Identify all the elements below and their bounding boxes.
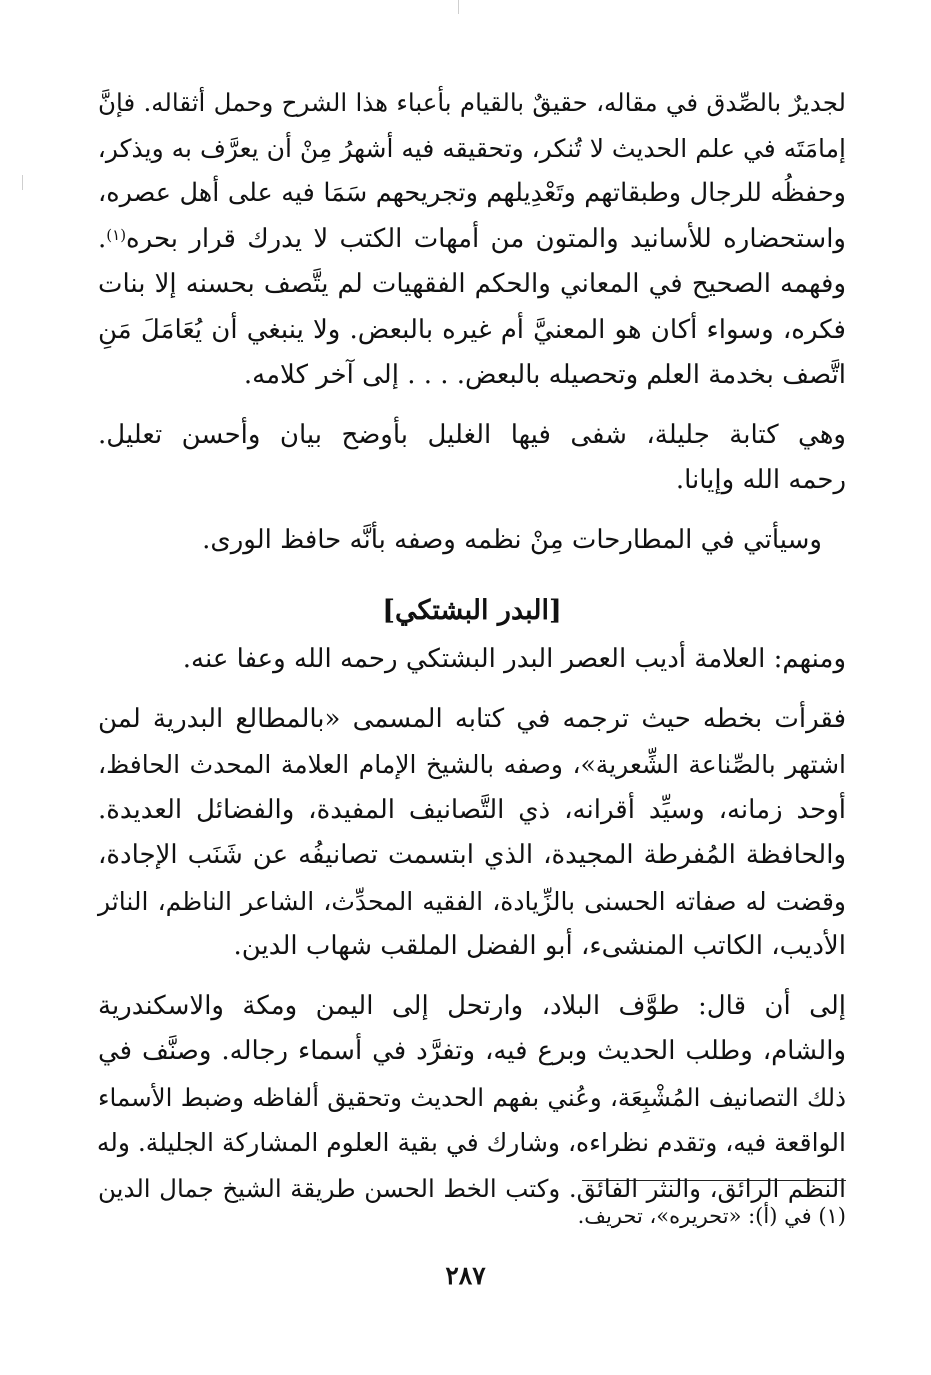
text-line: ومنهم: العلامة أديب العصر البدر البشتكي رحمه الله وعفا عنه.	[182, 644, 846, 674]
text-line: فكره، وسواء أكان هو المعنيَّ أم غيره بالبعض. ولا ينبغي أن يُعَامَلَ مَنِ	[98, 314, 846, 345]
text-line: والشام، وطلب الحديث وبرع فيه، وتفرَّد في أسماء رجاله. وصنَّف في	[98, 1036, 846, 1066]
text-line: وحفظُه للرجال وطبقاتهم وتَعْدِيلهم وتجريحهم سَمَا فيه على أهل عصره،	[98, 178, 846, 208]
sentence-end: .	[98, 223, 107, 254]
section-heading: [البدر البشتكي]	[382, 595, 562, 626]
footnote-reference[interactable]: (١)	[106, 225, 127, 244]
text-line: واستحضاره للأسانيد والمتون من أمهات الكتب لا يدرك قرار بحره	[126, 223, 846, 254]
paragraph-reference	[98, 518, 846, 564]
page-number: ٢٨٧	[445, 1261, 486, 1290]
section-intro	[98, 637, 846, 683]
text-line: النظم الرائق، والنثر الفائق. وكتب الخط الحسن طريقة الشيخ جمال الدين	[98, 1173, 846, 1203]
text-line: اشتهر بالصِّناعة الشِّعرية»، وصفه بالشيخ الإمام العلامة المحدث الحافظ،	[98, 750, 846, 779]
paragraph-description	[98, 413, 846, 504]
text-line: والحافظة المُفرطة المجيدة، الذي ابتسمت تصانيفُه عن شَنَب الإجادة،	[98, 840, 846, 870]
page-body	[98, 80, 846, 1211]
footnote-text: في (أ): «تحريره»، تحريف.	[577, 1204, 812, 1228]
text-line: ذلك التصانيف المُشْبِعَة، وعُني بفهم الحديث وتحقيق ألفاظه وضبط الأسماء	[98, 1082, 846, 1112]
text-line: فقرأت بخطه حيث ترجمه في كتابه المسمى «بالمطالع البدرية لمن	[98, 703, 846, 734]
scan-top-mark	[458, 0, 459, 14]
paragraph-praise	[98, 80, 846, 399]
footnote-marker: (١)	[818, 1204, 846, 1228]
text-line: اتَّصف بخدمة العلم وتحصيله بالبعض. . . . إلى آخر كلامه.	[243, 360, 846, 390]
scan-edge-mark	[22, 175, 23, 190]
footnote-divider	[582, 1180, 846, 1181]
text-line: وقضت له صفاته الحسنى بالزِّيادة، الفقيه المحدِّث، الشاعر الناظم، الناثر	[98, 886, 846, 916]
footnote	[578, 1198, 846, 1234]
text-line: رحمه الله وإيانا.	[675, 465, 846, 495]
text-line: أوحد زمانه، وسيِّد أقرانه، ذي التَّصانيف المفيدة، والفضائل العديدة.	[98, 794, 846, 825]
paragraph-biography	[98, 697, 846, 970]
paragraph-travels	[98, 984, 846, 1212]
text-line: وفهمه الصحيح في المعاني والحكم الفقهيات لم يتَّصف بحسنه إلا بنات	[98, 269, 846, 299]
text-line: لجديرٌ بالصِّدق في مقاله، حقيقٌ بالقيام بأعباء هذا الشرح وحمل أثقاله. فإنَّ	[98, 88, 846, 117]
text-line: إلى أن قال: طوَّف البلاد، وارتحل إلى اليمن ومكة والاسكندرية	[98, 990, 846, 1021]
section-heading-wrap	[98, 591, 846, 631]
text-line: الأديب، الكاتب المنشىء، أبو الفضل الملقب شهاب الدين.	[233, 931, 846, 961]
text-line: إمامَتَه في علم الحديث لا تُنكر، وتحقيقه فيه أشهرُ مِنْ أن يعرَّف به ويذكر،	[97, 133, 846, 163]
text-line: وهي كتابة جليلة، شفى فيها الغليل بأوضح بيان وأحسن تعليل.	[98, 419, 846, 450]
text-line: وسيأتي في المطارحات مِنْ نظمه وصفه بأنَّه حافظ الورى.	[202, 524, 822, 555]
text-line: الواقعة فيه، وتقدم نظراءه، وشارك في بقية العلوم المشاركة الجليلة. وله	[96, 1128, 846, 1157]
text-line-with-footnote	[98, 217, 846, 263]
